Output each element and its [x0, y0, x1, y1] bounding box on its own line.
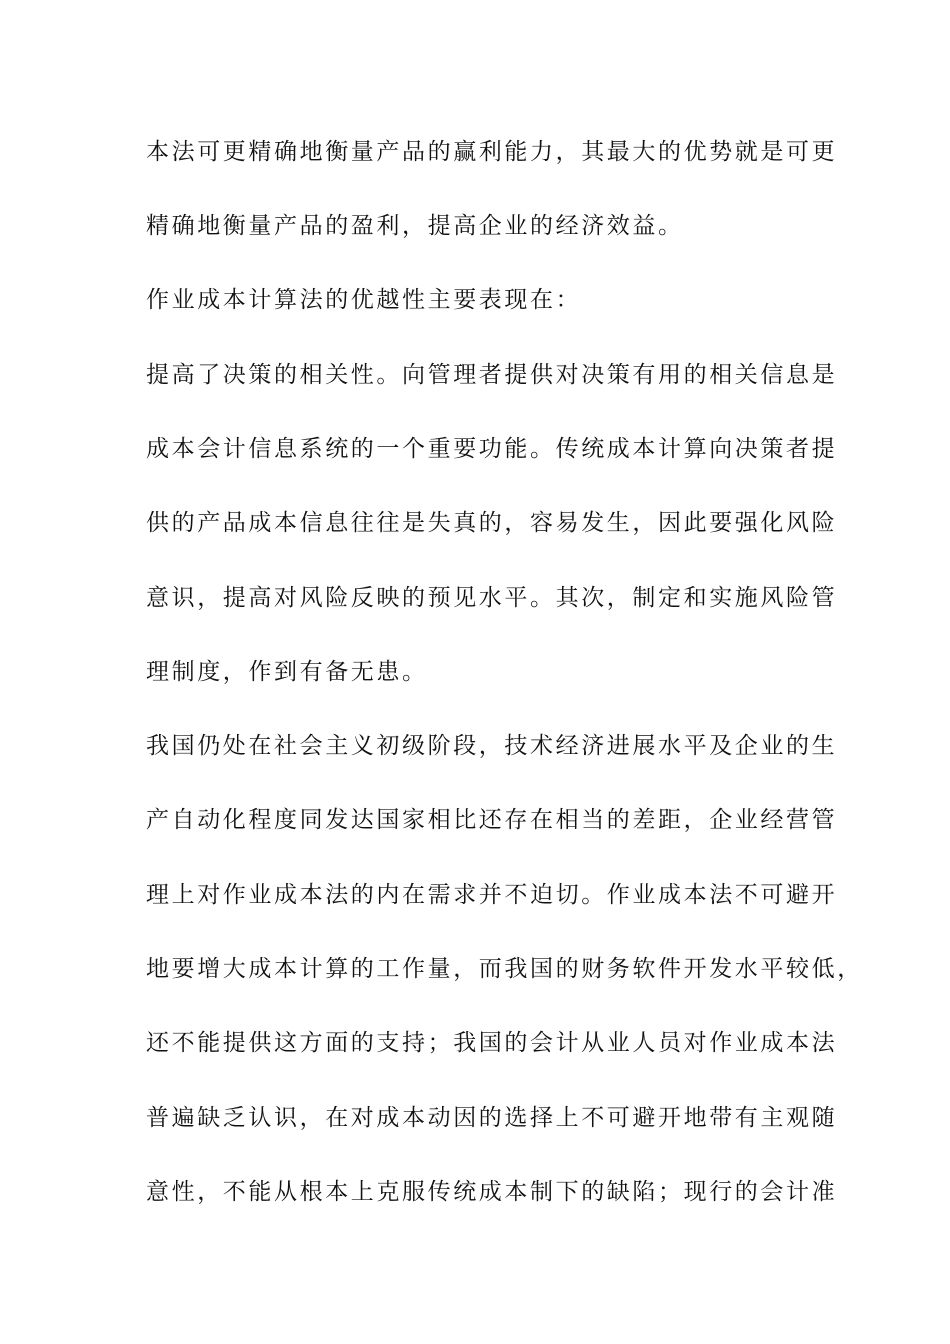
text-line: 作业成本计算法的优越性主要表现在： [146, 287, 582, 313]
text-line: 我国仍处在社会主义初级阶段，技术经济进展水平及企业的生 [146, 733, 838, 759]
text-line: 理上对作业成本法的内在需求并不迫切。作业成本法不可避开 [146, 882, 838, 908]
text-line: 地要增大成本计算的工作量，而我国的财务软件开发水平较低， [146, 956, 863, 982]
text-line: 还不能提供这方面的支持；我国的会计从业人员对作业成本法 [146, 1030, 838, 1056]
text-line: 意性，不能从根本上克服传统成本制下的缺陷；现行的会计准 [146, 1179, 838, 1205]
text-line: 普遍缺乏认识，在对成本动因的选择上不可避开地带有主观随 [146, 1105, 838, 1131]
text-line: 提高了决策的相关性。向管理者提供对决策有用的相关信息是 [146, 362, 838, 388]
text-line: 意识，提高对风险反映的预见水平。其次，制定和实施风险管 [146, 585, 838, 611]
text-line: 本法可更精确地衡量产品的赢利能力，其最大的优势就是可更 [146, 139, 838, 165]
text-line: 产自动化程度同发达国家相比还存在相当的差距，企业经营管 [146, 807, 838, 833]
text-line: 理制度，作到有备无患。 [146, 659, 428, 685]
text-line: 成本会计信息系统的一个重要功能。传统成本计算向决策者提 [146, 436, 838, 462]
text-line: 精确地衡量产品的盈利，提高企业的经济效益。 [146, 213, 684, 239]
text-line: 供的产品成本信息往往是失真的，容易发生，因此要强化风险 [146, 510, 838, 536]
